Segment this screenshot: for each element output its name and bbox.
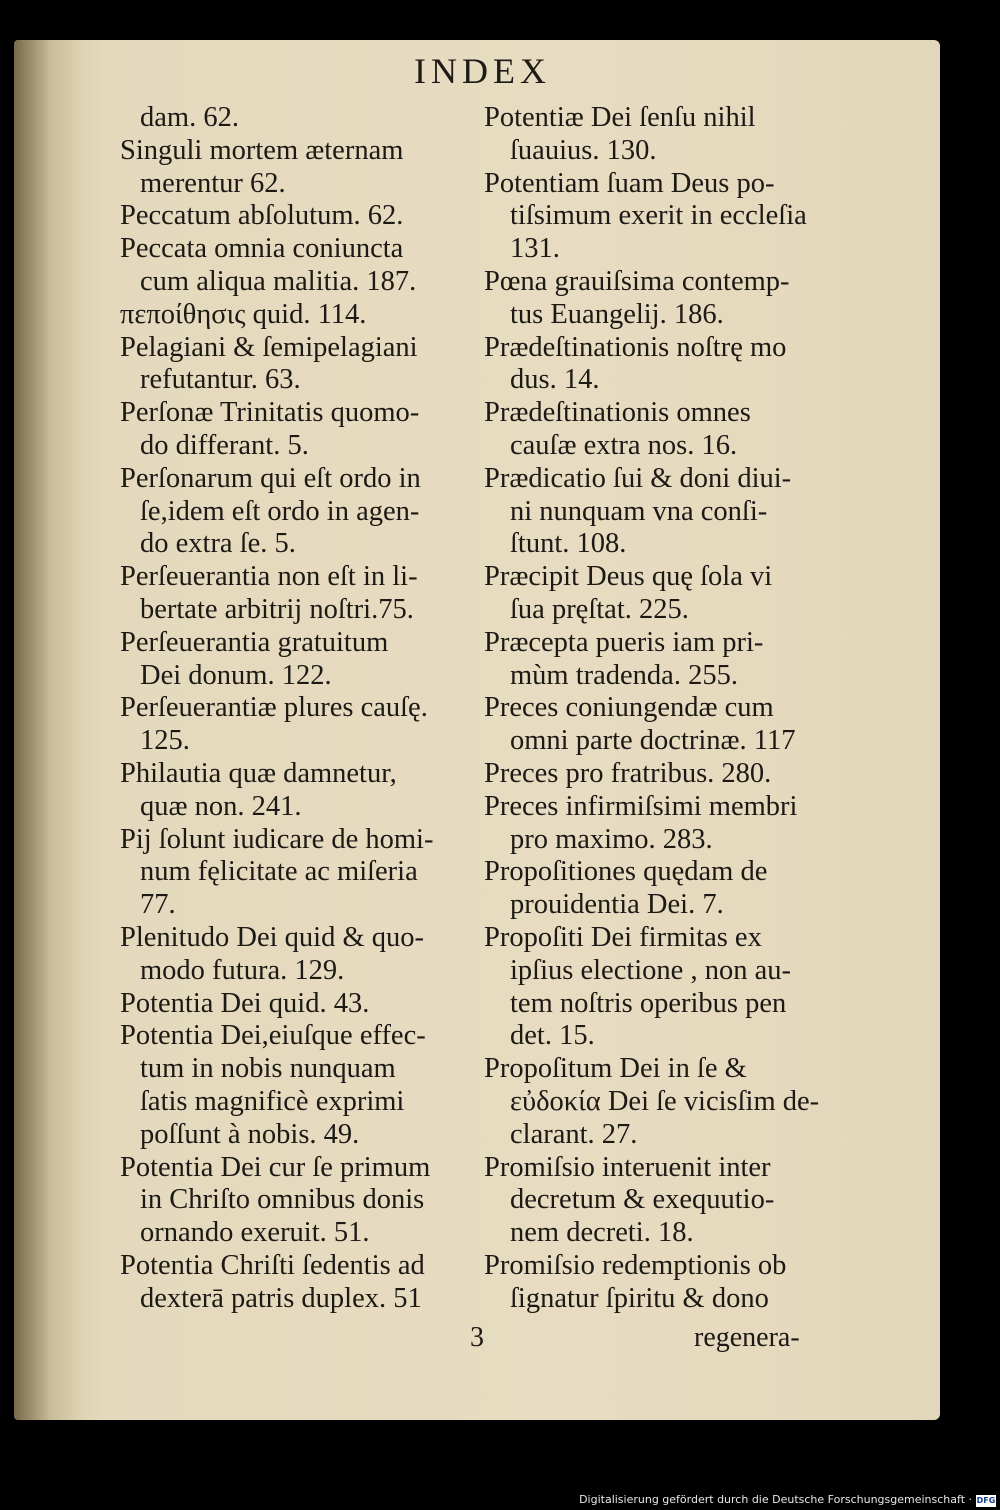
index-line: ſuauius. 130. bbox=[510, 134, 657, 166]
index-line: num fęlicitate ac miſeria bbox=[140, 856, 418, 888]
index-line: Potentiam ſuam Deus po- bbox=[484, 167, 775, 199]
index-line: Præcepta pueris iam pri- bbox=[484, 626, 764, 658]
index-line: tus Euangelij. 186. bbox=[510, 298, 724, 330]
index-line: Dei donum. 122. bbox=[140, 659, 332, 691]
index-line: in Chriſto omnibus donis bbox=[140, 1184, 425, 1216]
index-line: det. 15. bbox=[510, 1020, 595, 1052]
index-line: ſe,idem eſt ordo in agen- bbox=[140, 495, 420, 527]
index-line: tum in nobis nunquam bbox=[140, 1053, 396, 1085]
index-line: Pij ſolunt iudicare de homi- bbox=[120, 823, 434, 855]
index-line: nem decreti. 18. bbox=[510, 1217, 694, 1249]
index-line: clarant. 27. bbox=[510, 1118, 638, 1150]
index-line: Pœna grauiſsima contemp- bbox=[484, 265, 790, 297]
index-line: ſua pręſtat. 225. bbox=[510, 593, 689, 625]
index-line: Potentia Dei,eiuſque effec- bbox=[120, 1020, 426, 1052]
index-line: quæ non. 241. bbox=[140, 790, 302, 822]
index-line: Preces pro fratribus. 280. bbox=[484, 757, 772, 789]
index-line: do extra ſe. 5. bbox=[140, 528, 296, 560]
index-line: Propoſitum Dei in ſe & bbox=[484, 1053, 747, 1085]
index-line: 131. bbox=[510, 233, 560, 265]
index-line: do differant. 5. bbox=[140, 429, 309, 461]
index-line: Propoſiti Dei firmitas ex bbox=[484, 921, 762, 953]
index-line: 77. bbox=[140, 889, 176, 921]
index-line: Preces coniungendæ cum bbox=[484, 692, 774, 724]
index-line: ſatis magnificè exprimi bbox=[140, 1085, 405, 1117]
index-line: Promiſsio interuenit inter bbox=[484, 1151, 771, 1183]
index-line: pro maximo. 283. bbox=[510, 823, 713, 855]
index-line: bertate arbitrij noſtri.75. bbox=[140, 593, 414, 625]
index-line: ſignatur ſpiritu & dono bbox=[510, 1282, 769, 1314]
index-line: 125. bbox=[140, 725, 190, 757]
index-column-left bbox=[120, 102, 480, 1315]
index-line: εὐδοκία Dei ſe vicisſim de- bbox=[510, 1085, 820, 1117]
index-line: Perſeuerantiæ plures cauſę. bbox=[120, 692, 428, 724]
index-line: cauſæ extra nos. 16. bbox=[510, 429, 738, 461]
index-line: mùm tradenda. 255. bbox=[510, 659, 738, 691]
index-line: Potentia Chriſti ſedentis ad bbox=[120, 1249, 425, 1281]
index-line: ipſius electione , non au- bbox=[510, 954, 791, 986]
index-line: Promiſsio redemptionis ob bbox=[484, 1249, 787, 1281]
index-line: Singuli mortem æternam bbox=[120, 134, 404, 166]
index-line: Perſonarum qui eſt ordo in bbox=[120, 462, 421, 494]
index-line: Prædeſtinationis omnes bbox=[484, 397, 751, 429]
index-column-right bbox=[484, 102, 854, 1315]
index-line: Perſeuerantia non eſt in li- bbox=[120, 561, 418, 593]
index-line: tem noſtris operibus pen bbox=[510, 987, 787, 1019]
index-line: Plenitudo Dei quid & quo- bbox=[120, 921, 424, 953]
index-line: dexterā patris duplex. 51 bbox=[140, 1282, 422, 1314]
signature-mark: 3 bbox=[470, 1322, 484, 1353]
book-page bbox=[14, 40, 940, 1420]
index-line: Philautia quæ damnetur, bbox=[120, 757, 397, 789]
index-line: tiſsimum exerit in eccleſia bbox=[510, 200, 807, 232]
index-line: Perſeuerantia gratuitum bbox=[120, 626, 389, 658]
index-line: dam. 62. bbox=[140, 102, 239, 133]
index-line: ſtunt. 108. bbox=[510, 528, 627, 560]
index-line: omni parte doctrinæ. 117 bbox=[510, 725, 796, 757]
index-line: Preces infirmiſsimi membri bbox=[484, 790, 798, 822]
index-line: prouidentia Dei. 7. bbox=[510, 889, 724, 921]
index-line: Perſonæ Trinitatis quomo- bbox=[120, 397, 420, 429]
index-line: Prædeſtinationis noſtrę mo bbox=[484, 331, 787, 363]
index-line: ni nunquam vna conſi- bbox=[510, 495, 768, 527]
index-line: Potentia Dei quid. 43. bbox=[120, 987, 370, 1019]
index-line: Potentiæ Dei ſenſu nihil bbox=[484, 102, 756, 133]
index-line: Pelagiani & ſemipelagiani bbox=[120, 331, 418, 363]
index-line: Potentia Dei cur ſe primum bbox=[120, 1151, 431, 1183]
digitization-credit: Digitalisierung gefördert durch die Deutsche Forschungsgemeinschaft · bbox=[579, 1493, 972, 1506]
catchword: regenera- bbox=[694, 1322, 800, 1353]
index-line: Peccata omnia coniuncta bbox=[120, 233, 404, 265]
index-line: Præcipit Deus quę ſola vi bbox=[484, 561, 773, 593]
index-line: refutantur. 63. bbox=[140, 364, 301, 396]
index-line: Peccatum abſolutum. 62. bbox=[120, 200, 404, 232]
index-line: cum aliqua malitia. 187. bbox=[140, 265, 417, 297]
index-line: Propoſitiones quędam de bbox=[484, 856, 768, 888]
page-gutter-shadow bbox=[14, 40, 84, 1420]
index-line: decretum & exequutio- bbox=[510, 1184, 775, 1216]
index-line: merentur 62. bbox=[140, 167, 286, 199]
index-line: dus. 14. bbox=[510, 364, 600, 396]
index-line: ornando exeruit. 51. bbox=[140, 1217, 370, 1249]
index-line: poſſunt à nobis. 49. bbox=[140, 1118, 360, 1150]
index-line: modo futura. 129. bbox=[140, 954, 345, 986]
dfg-logo: DFG bbox=[976, 1496, 996, 1505]
index-line: Prædicatio ſui & doni diui- bbox=[484, 462, 792, 494]
running-header: INDEX bbox=[414, 51, 551, 91]
index-line: πεποίθησις quid. 114. bbox=[120, 298, 367, 330]
